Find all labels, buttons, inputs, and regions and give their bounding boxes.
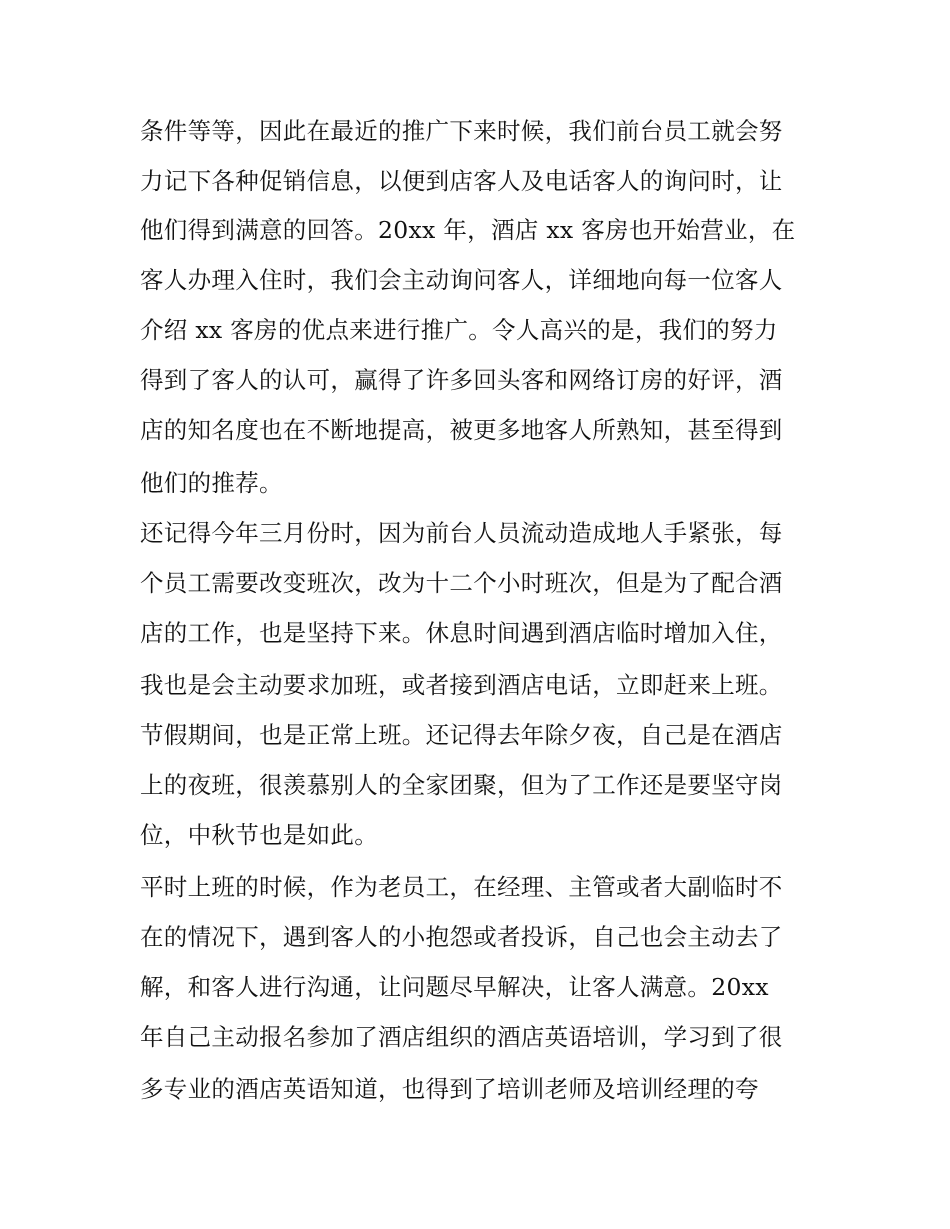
text-line: 多专业的酒店英语知道，也得到了培训老师及培训经理的夸 [140, 1075, 759, 1103]
text-line: 平时上班的时候，作为老员工，在经理、主管或者大副临时不 [140, 873, 783, 901]
text-line: 他们得到满意的回答。20xx 年，酒店 xx 客房也开始营业，在 [140, 216, 796, 244]
text-line: 店的工作，也是坚持下来。休息时间遇到酒店临时增加入住， [140, 619, 783, 647]
text-line: 力记下各种促销信息，以便到店客人及电话客人的询问时，让 [140, 167, 783, 195]
text-line: 解，和客人进行沟通，让问题尽早解决，让客人满意。20xx [140, 973, 769, 1001]
text-line: 节假期间，也是正常上班。还记得去年除夕夜，自己是在酒店 [140, 721, 783, 749]
text-line: 在的情况下，遇到客人的小抱怨或者投诉，自己也会主动去了 [140, 923, 783, 951]
text-line: 还记得今年三月份时，因为前台人员流动造成地人手紧张，每 [140, 519, 783, 547]
text-line: 介绍 xx 客房的优点来进行推广。令人高兴的是，我们的努力 [140, 316, 778, 344]
text-line: 客人办理入住时，我们会主动询问客人，详细地向每一位客人 [140, 266, 783, 294]
text-line: 得到了客人的认可，赢得了许多回头客和网络订房的好评，酒 [140, 366, 783, 394]
text-line: 他们的推荐。 [140, 469, 283, 497]
text-line: 条件等等，因此在最近的推广下来时候，我们前台员工就会努 [140, 117, 783, 145]
text-line: 店的知名度也在不断地提高，被更多地客人所熟知，甚至得到 [140, 416, 783, 444]
text-line: 我也是会主动要求加班，或者接到酒店电话，立即赶来上班。 [140, 671, 783, 699]
text-line: 年自己主动报名参加了酒店组织的酒店英语培训，学习到了很 [140, 1023, 783, 1051]
text-line: 个员工需要改变班次，改为十二个小时班次，但是为了配合酒 [140, 569, 783, 597]
text-line: 上的夜班，很羡慕别人的全家团聚，但为了工作还是要坚守岗 [140, 771, 783, 799]
text-line: 位，中秋节也是如此。 [140, 821, 378, 849]
